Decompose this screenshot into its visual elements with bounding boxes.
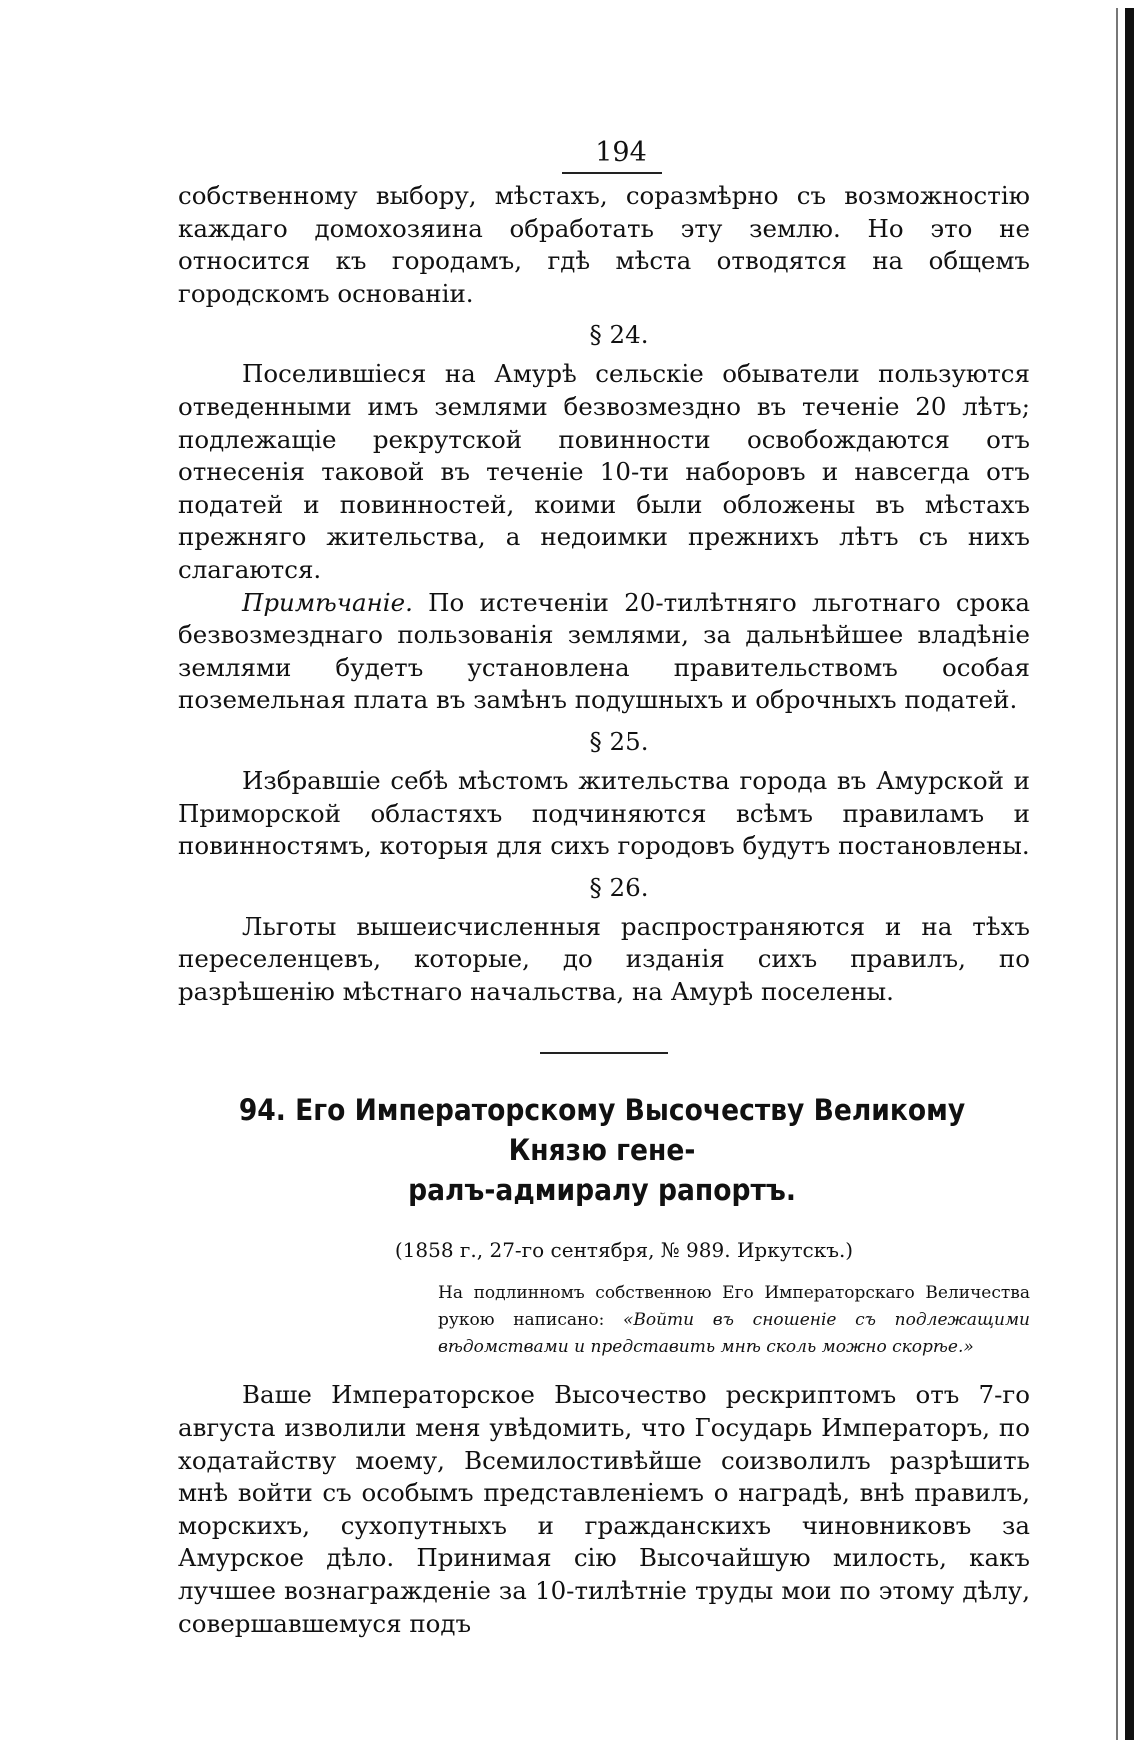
heading-line-1: 94. Его Императорскому Высочеству Великому Князю гене- <box>238 1093 966 1168</box>
note-text: По истеченіи 20-тилѣтняго льготнаго срока безвозмезднаго пользованія землями, за дальнѣйшее владѣніе землями будетъ установлена правительствомъ особая поземельная плата въ замѣнъ подушныхъ и оброчныхъ податей. <box>178 587 1030 715</box>
note-label: Примѣчаніе. <box>242 587 413 617</box>
section-24-note <box>178 587 1030 717</box>
page-number: 194 <box>595 137 647 168</box>
section-25-paragraph: Избравшіе себѣ мѣстомъ жительства города въ Амурской и Приморской областяхъ подчиняются всѣмъ правиламъ и повинностямъ, которыя для сихъ городовъ будутъ постановлены. <box>178 765 1030 861</box>
document-date: (1858 г., 27-го сентября, № 989. Иркутскъ.) <box>394 1238 854 1263</box>
section-25-number: § 25. <box>589 726 649 756</box>
page-number-rule <box>562 172 662 174</box>
marginal-annotation <box>438 1280 1030 1361</box>
heading-line-2: ралъ-адмиралу рапортъ. <box>408 1173 796 1208</box>
annotation-italic: «Войти въ сношеніе съ подлежащими вѣдомствами и представить мнѣ сколь можно скорѣе.» <box>438 1310 1030 1358</box>
section-24-paragraph: Поселившіеся на Амурѣ сельскіе обыватели пользуются отведенными имъ землями безвозмездно въ теченіе 20 лѣтъ; подлежащіе рекрутской повинности освобождаются отъ отнесенія таковой въ теченіе 10-ти наборовъ и навсегда отъ податей и повинностей, коими были обложены въ мѣстахъ прежняго жительства, а недоимки прежнихъ лѣтъ съ нихъ слагаются. <box>178 359 1030 584</box>
scan-edge-shadow <box>1125 8 1134 1740</box>
section-divider <box>540 1052 668 1054</box>
section-24-number: § 24. <box>589 320 649 350</box>
annotation-plain: На подлинномъ собственною Его Императорскаго Величества рукою написано: <box>438 1283 1030 1331</box>
section-26-number: § 26. <box>589 872 649 902</box>
scan-edge-line <box>1116 8 1118 1740</box>
document-heading <box>217 1090 987 1210</box>
text-column <box>178 138 1030 1640</box>
intro-paragraph: собственному выбору, мѣстахъ, соразмѣрно съ возможностію каждаго домохозяина обработать эту землю. Но это не относится къ городамъ, гдѣ мѣста отводятся на общемъ городскомъ основаніи. <box>178 181 1030 308</box>
document-body: Ваше Императорское Высочество рескриптомъ отъ 7-го августа изволили меня увѣдомить, что Государь Императоръ, по ходатайству моему, Всемилостивѣйше соизволилъ разрѣшить мнѣ войти съ особымъ представленіемъ о наградѣ, внѣ правилъ, морскихъ, сухопутныхъ и гражданскихъ чиновниковъ за Амурское дѣло. Принимая сію Высочайшую милость, какъ лучшее вознагражденіе за 10-тилѣтніе труды мои по этому дѣлу, совершавшемуся подъ <box>178 1380 1030 1638</box>
section-26-paragraph: Льготы вышеисчисленныя распространяются и на тѣхъ переселенцевъ, которые, до изданія сихъ правилъ, по разрѣшенію мѣстнаго начальства, на Амурѣ поселены. <box>178 911 1030 1006</box>
